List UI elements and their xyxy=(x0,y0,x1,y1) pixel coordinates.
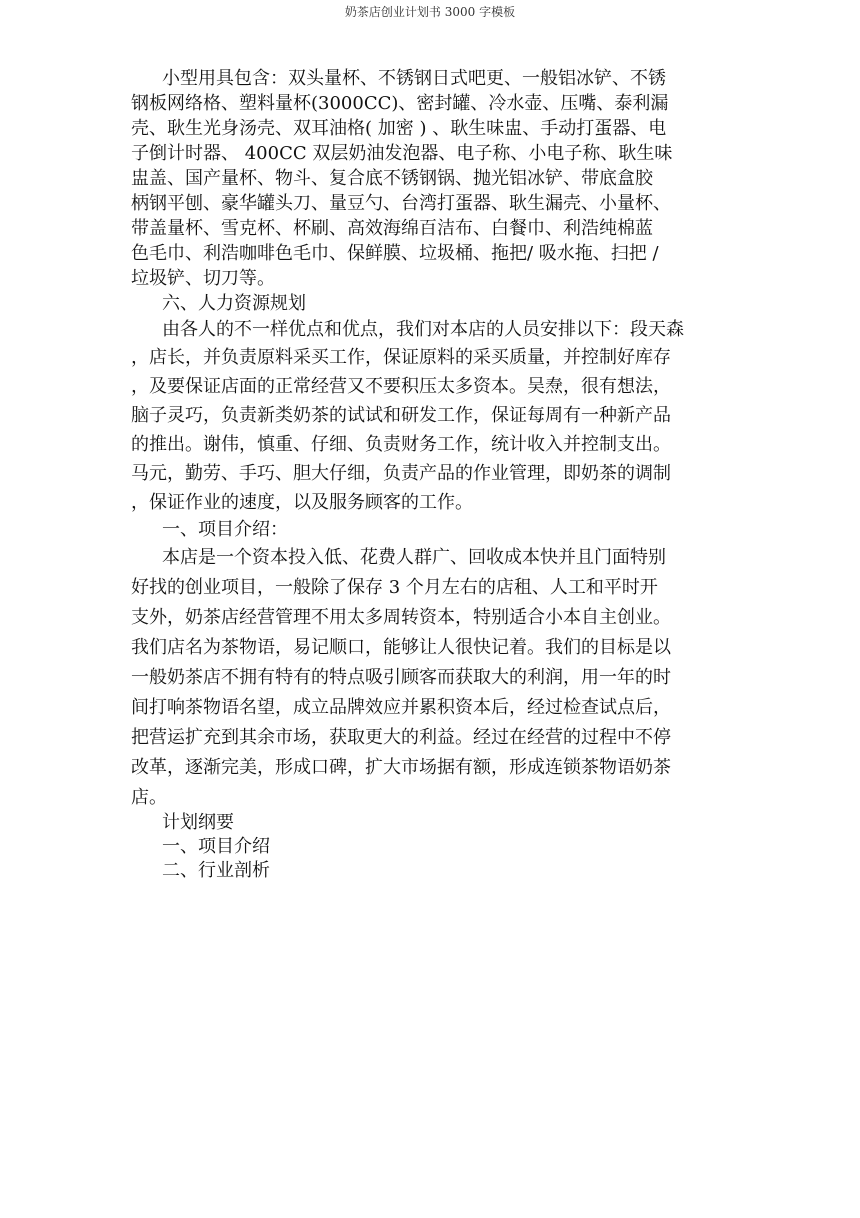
paragraph-line: 垃圾铲、切刀等。 xyxy=(131,268,275,289)
outline-item: 一、项目介绍 xyxy=(162,836,270,857)
paragraph-line: 一般奶茶店不拥有特有的特点吸引顾客而获取大的利润，用一年的时 xyxy=(131,667,671,688)
paragraph-line: 支外，奶茶店经营管理不用太多周转资本，特别适合小本自主创业。 xyxy=(131,607,671,628)
paragraph-line: 带盖量杯、雪克杯、杯刷、高效海绵百洁布、白餐巾、利浩纯棉蓝 xyxy=(131,218,653,239)
section-heading: 六、人力资源规划 xyxy=(162,293,306,314)
paragraph-line: 好找的创业项目，一般除了保存 3 个月左右的店租、人工和平时开 xyxy=(131,577,658,598)
paragraph-line: 色毛巾、利浩咖啡色毛巾、保鲜膜、垃圾桶、拖把/ 吸水拖、扫把 / xyxy=(131,243,659,264)
paragraph-line: 脑子灵巧，负责新类奶茶的试试和研发工作，保证每周有一种新产品 xyxy=(131,405,671,426)
paragraph-line: 马元，勤劳、手巧、胆大仔细，负责产品的作业管理，即奶茶的调制 xyxy=(131,463,671,484)
paragraph-line: 我们店名为茶物语，易记顺口，能够让人很快记着。我们的目标是以 xyxy=(131,637,671,658)
paragraph-line: ，及要保证店面的正常经营又不要积压太多资本。吴焘，很有想法， xyxy=(131,376,671,397)
paragraph-line: 小型用具包含：双头量杯、不锈钢日式吧更、一般铝冰铲、不锈 xyxy=(162,68,666,89)
paragraph-line: 间打响茶物语名望，成立品牌效应并累积资本后，经过检查试点后， xyxy=(131,697,671,718)
paragraph-line: ，店长，并负责原料采买工作，保证原料的采买质量，并控制好库存 xyxy=(131,347,671,368)
paragraph-line: 由各人的不一样优点和优点，我们对本店的人员安排以下：段天森 xyxy=(162,319,684,340)
paragraph-line: ，保证作业的速度，以及服务顾客的工作。 xyxy=(131,492,473,513)
paragraph-line: 子倒计时器、 400CC 双层奶油发泡器、电子称、小电子称、耿生味 xyxy=(131,143,673,164)
paragraph-line: 钢板网络格、塑料量杯(3000CC)、密封罐、冷水壶、压嘴、泰利漏 xyxy=(131,93,669,114)
paragraph-line: 改革，逐渐完美，形成口碑，扩大市场据有额，形成连锁茶物语奶茶 xyxy=(131,757,671,778)
outline-item: 二、行业剖析 xyxy=(162,860,270,881)
paragraph-line: 壳、耿生光身汤壳、双耳油格( 加密 ) 、耿生味盅、手动打蛋器、电 xyxy=(131,118,667,139)
outline-heading: 计划纲要 xyxy=(162,812,234,833)
paragraph-line: 的推出。谢伟，慎重、仔细、负责财务工作，统计收入并控制支出。 xyxy=(131,434,671,455)
paragraph-line: 柄钢平刨、豪华罐头刀、量豆勺、台湾打蛋器、耿生漏壳、小量杯、 xyxy=(131,193,671,214)
paragraph-line: 把营运扩充到其余市场，获取更大的利益。经过在经营的过程中不停 xyxy=(131,727,671,748)
document-header: 奶茶店创业计划书 3000 字模板 xyxy=(344,5,516,19)
paragraph-line: 店。 xyxy=(131,787,167,808)
paragraph-line: 本店是一个资本投入低、花费人群广、回收成本快并且门面特别 xyxy=(162,547,666,568)
section-heading: 一、项目介绍： xyxy=(162,519,288,540)
paragraph-line: 盅盖、国产量杯、物斗、复合底不锈钢锅、抛光铝冰铲、带底盒胶 xyxy=(131,168,653,189)
